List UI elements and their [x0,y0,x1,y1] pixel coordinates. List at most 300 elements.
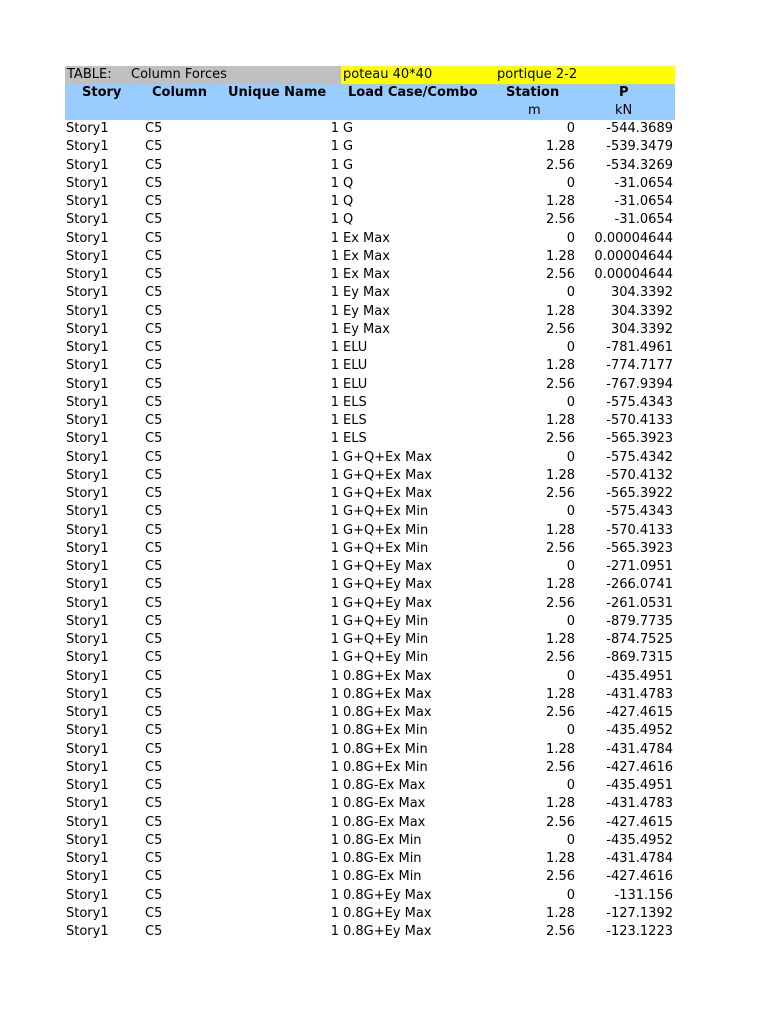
cell-unique-name: 1 [330,175,339,191]
cell-column: C5 [145,814,163,830]
cell-load-case: Ex Max [343,248,390,264]
cell-load-case: ELU [343,358,368,374]
cell-station: 1.28 [546,522,575,538]
cell-story: Story1 [66,796,109,812]
cell-unique-name: 1 [330,869,339,885]
cell-column: C5 [145,668,163,684]
cell-load-case: Q [343,194,354,209]
cell-load-case: 0.8G+Ey Max [343,924,432,939]
cell-station: 2.56 [546,157,575,173]
cell-unique-name: 1 [330,522,339,538]
cell-story: Story1 [66,595,109,611]
cell-station: 2.56 [546,376,575,392]
cell-load-case: Q [343,175,354,191]
table-row [65,467,675,485]
cell-p: -127.1392 [606,905,673,921]
cell-load-case: 0.8G+Ex Min [343,741,428,757]
cell-p: -544.3689 [606,121,673,136]
cell-column: C5 [145,449,163,465]
cell-column: C5 [145,431,163,447]
table-row [65,887,675,905]
table-title-name: Column Forces [131,67,227,82]
cell-story: Story1 [66,321,109,337]
table-row [65,649,675,667]
table-row [65,284,675,302]
cell-column: C5 [145,559,163,574]
cell-story: Story1 [66,504,109,520]
cell-unique-name: 1 [330,376,339,392]
cell-load-case: G+Q+Ey Min [343,632,429,647]
cell-station: 1.28 [546,248,575,264]
cell-column: C5 [145,340,163,355]
cell-station: 0 [566,559,575,574]
cell-column: C5 [145,887,163,903]
cell-load-case: Ey Max [343,285,390,301]
cell-story: Story1 [66,540,109,556]
cell-unique-name: 1 [330,851,339,866]
cell-station: 0 [566,504,575,520]
cell-unique-name: 1 [330,577,339,593]
cell-station: 2.56 [546,705,575,720]
cell-load-case: G+Q+Ey Max [343,559,433,574]
table-row [65,868,675,886]
cell-story: Story1 [66,778,109,793]
cell-unique-name: 1 [330,230,339,246]
cell-station: 1.28 [546,577,575,593]
cell-p: -31.0654 [614,212,673,228]
cell-load-case: Ex Max [343,230,390,246]
cell-story: Story1 [66,723,109,739]
cell-story: Story1 [66,285,109,301]
cell-station: 2.56 [546,595,575,611]
cell-station: 0 [566,230,575,246]
cell-load-case: 0.8G+Ex Max [343,668,432,684]
cell-story: Story1 [66,832,109,848]
table-row [65,558,675,576]
table-row [65,704,675,722]
cell-unique-name: 1 [330,285,339,301]
cell-unique-name: 1 [330,431,339,447]
cell-story: Story1 [66,486,109,501]
cell-p: -534.3269 [606,157,673,173]
table-row [65,832,675,850]
header-unique-name: Unique Name [228,85,327,100]
table-row [65,430,675,448]
cell-load-case: G+Q+Ex Min [343,540,429,556]
cell-column: C5 [145,413,163,428]
cell-unique-name: 1 [330,905,339,921]
cell-unique-name: 1 [330,741,339,757]
cell-p: -774.7177 [606,358,673,374]
cell-column: C5 [145,157,163,173]
cell-load-case: 0.8G+Ex Max [343,705,432,720]
table-row [65,741,675,759]
cell-column: C5 [145,139,163,155]
table-row [65,211,675,229]
table-title-row [65,66,675,84]
table-row [65,522,675,540]
cell-p: -266.0741 [606,577,673,593]
table-row [65,777,675,795]
cell-p: -435.4952 [606,832,673,848]
cell-station: 0 [566,121,575,136]
cell-unique-name: 1 [330,248,339,264]
cell-p: -565.3923 [606,540,673,556]
cell-story: Story1 [66,522,109,538]
cell-p: -427.4616 [606,759,673,775]
cell-p: -767.9394 [606,376,673,392]
cell-p: -271.0951 [606,559,673,574]
table-row [65,175,675,193]
cell-story: Story1 [66,668,109,684]
cell-column: C5 [145,778,163,793]
title-cell-yellow [341,66,675,84]
cell-column: C5 [145,394,163,410]
cell-story: Story1 [66,394,109,410]
cell-station: 2.56 [546,486,575,501]
cell-station: 1.28 [546,905,575,921]
cell-p: -575.4343 [606,504,673,520]
cell-load-case: G+Q+Ex Max [343,449,433,465]
table-title-prefix: TABLE: [67,67,112,82]
cell-station: 1.28 [546,796,575,812]
cell-load-case: G+Q+Ey Max [343,595,433,611]
cell-station: 0 [566,723,575,739]
cell-story: Story1 [66,869,109,885]
table-row [65,138,675,156]
cell-load-case: G+Q+Ey Min [343,613,429,629]
cell-column: C5 [145,577,163,593]
cell-story: Story1 [66,121,109,136]
cell-column: C5 [145,486,163,501]
cell-load-case: 0.8G-Ex Min [343,832,422,848]
cell-column: C5 [145,194,163,209]
table-row [65,595,675,613]
cell-story: Story1 [66,613,109,629]
cell-station: 1.28 [546,686,575,702]
cell-unique-name: 1 [330,778,339,793]
cell-p: 304.3392 [610,285,673,301]
cell-unique-name: 1 [330,121,339,136]
cell-story: Story1 [66,157,109,173]
cell-p: 304.3392 [610,303,673,319]
cell-column: C5 [145,851,163,866]
cell-station: 0 [566,613,575,629]
cell-unique-name: 1 [330,832,339,848]
cell-station: 0 [566,449,575,465]
cell-load-case: Ey Max [343,303,390,319]
cell-p: 304.3392 [610,321,673,337]
cell-p: -431.4783 [606,686,673,702]
cell-p: -261.0531 [606,595,673,611]
cell-column: C5 [145,285,163,301]
cell-p: -565.3923 [606,431,673,447]
cell-station: 2.56 [546,924,575,939]
cell-p: -435.4951 [606,778,673,793]
cell-unique-name: 1 [330,887,339,903]
cell-station: 1.28 [546,303,575,319]
cell-p: -570.4133 [606,413,673,428]
table-body [65,120,675,941]
table-row [65,449,675,467]
cell-p: -123.1223 [606,924,673,939]
cell-unique-name: 1 [330,632,339,647]
cell-load-case: G+Q+Ey Min [343,650,429,666]
cell-column: C5 [145,212,163,228]
cell-column: C5 [145,248,163,264]
cell-unique-name: 1 [330,540,339,556]
header-p-unit: kN [615,103,633,118]
cell-story: Story1 [66,686,109,702]
cell-station: 2.56 [546,321,575,337]
cell-station: 0 [566,175,575,191]
cell-unique-name: 1 [330,723,339,739]
cell-p: -427.4616 [606,869,673,885]
header-row [65,84,675,120]
cell-station: 2.56 [546,267,575,282]
table-row [65,503,675,521]
cell-column: C5 [145,632,163,647]
cell-story: Story1 [66,194,109,209]
cell-unique-name: 1 [330,449,339,465]
table-row [65,357,675,375]
cell-story: Story1 [66,650,109,666]
table-row [65,795,675,813]
cell-load-case: 0.8G-Ex Min [343,869,422,885]
cell-unique-name: 1 [330,650,339,666]
header-column: Column [152,85,207,100]
cell-load-case: G+Q+Ex Min [343,522,429,538]
cell-load-case: 0.8G-Ex Max [343,778,426,793]
cell-unique-name: 1 [330,559,339,574]
cell-column: C5 [145,267,163,282]
table-row [65,686,675,704]
cell-station: 1.28 [546,194,575,209]
cell-column: C5 [145,540,163,556]
cell-station: 0 [566,887,575,903]
cell-p: 0.00004644 [594,248,673,264]
cell-p: -431.4783 [606,796,673,812]
cell-column: C5 [145,796,163,812]
header-load-case: Load Case/Combo [348,85,478,100]
cell-load-case: Ey Max [343,321,390,337]
cell-story: Story1 [66,632,109,647]
cell-p: -431.4784 [606,741,673,757]
cell-load-case: G [343,139,354,155]
table-row [65,668,675,686]
cell-p: -565.3922 [606,486,673,501]
cell-story: Story1 [66,139,109,155]
table-row [65,631,675,649]
cell-load-case: ELS [343,413,367,428]
cell-column: C5 [145,230,163,246]
cell-p: -570.4132 [606,467,673,483]
cell-story: Story1 [66,559,109,574]
cell-unique-name: 1 [330,467,339,483]
cell-p: -575.4343 [606,394,673,410]
cell-load-case: 0.8G+Ex Max [343,686,432,702]
cell-column: C5 [145,595,163,611]
cell-story: Story1 [66,467,109,483]
table-row [65,814,675,832]
cell-story: Story1 [66,303,109,319]
cell-story: Story1 [66,814,109,830]
header-station: Station [506,85,560,100]
cell-load-case: ELS [343,431,367,447]
cell-column: C5 [145,905,163,921]
cell-story: Story1 [66,431,109,447]
cell-column: C5 [145,358,163,374]
cell-station: 0 [566,778,575,793]
table-row [65,120,675,138]
cell-story: Story1 [66,267,109,282]
cell-load-case: 0.8G+Ex Min [343,723,428,739]
cell-load-case: G+Q+Ex Min [343,504,429,520]
cell-story: Story1 [66,741,109,757]
cell-unique-name: 1 [330,321,339,337]
cell-station: 0 [566,832,575,848]
table-row [65,576,675,594]
cell-station: 1.28 [546,413,575,428]
cell-column: C5 [145,759,163,775]
cell-p: -31.0654 [614,194,673,209]
table-row [65,339,675,357]
cell-p: -874.7525 [606,632,673,647]
table-row [65,613,675,631]
cell-station: 1.28 [546,632,575,647]
cell-unique-name: 1 [330,212,339,228]
cell-p: -435.4952 [606,723,673,739]
cell-unique-name: 1 [330,340,339,355]
cell-story: Story1 [66,358,109,374]
cell-station: 1.28 [546,741,575,757]
cell-unique-name: 1 [330,157,339,173]
cell-load-case: 0.8G-Ex Max [343,814,426,830]
header-story: Story [82,85,122,100]
table-row [65,850,675,868]
cell-unique-name: 1 [330,796,339,812]
cell-p: -539.3479 [606,139,673,155]
cell-story: Story1 [66,759,109,775]
cell-load-case: G+Q+Ex Max [343,467,433,483]
cell-station: 1.28 [546,467,575,483]
cell-p: -781.4961 [606,340,673,355]
cell-station: 1.28 [546,358,575,374]
cell-column: C5 [145,686,163,702]
cell-story: Story1 [66,905,109,921]
cell-column: C5 [145,741,163,757]
cell-load-case: ELU [343,376,368,392]
cell-p: -869.7315 [606,650,673,666]
cell-unique-name: 1 [330,394,339,410]
cell-story: Story1 [66,577,109,593]
cell-load-case: G [343,121,354,136]
cell-station: 0 [566,394,575,410]
cell-station: 2.56 [546,650,575,666]
cell-unique-name: 1 [330,924,339,939]
cell-unique-name: 1 [330,668,339,684]
cell-unique-name: 1 [330,139,339,155]
cell-load-case: ELU [343,340,368,355]
cell-station: 0 [566,340,575,355]
cell-unique-name: 1 [330,194,339,209]
cell-column: C5 [145,321,163,337]
title-cell-grey [65,66,341,84]
cell-column: C5 [145,303,163,319]
cell-column: C5 [145,613,163,629]
cell-load-case: Ex Max [343,267,390,282]
cell-column: C5 [145,705,163,720]
cell-unique-name: 1 [330,759,339,775]
cell-p: 0.00004644 [594,230,673,246]
cell-story: Story1 [66,248,109,264]
cell-load-case: 0.8G-Ex Min [343,851,422,866]
cell-column: C5 [145,723,163,739]
table-row [65,321,675,339]
cell-unique-name: 1 [330,814,339,830]
table-row [65,722,675,740]
column-forces-table [65,66,675,941]
cell-load-case: G+Q+Ey Max [343,577,433,593]
cell-unique-name: 1 [330,267,339,282]
cell-unique-name: 1 [330,613,339,629]
table-row [65,412,675,430]
cell-p: 0.00004644 [594,267,673,282]
cell-unique-name: 1 [330,705,339,720]
cell-story: Story1 [66,924,109,939]
cell-unique-name: 1 [330,504,339,520]
cell-column: C5 [145,522,163,538]
cell-p: -570.4133 [606,522,673,538]
cell-station: 2.56 [546,814,575,830]
cell-load-case: 0.8G+Ex Min [343,759,428,775]
cell-unique-name: 1 [330,686,339,702]
cell-column: C5 [145,376,163,392]
header-p: P [619,85,629,100]
cell-story: Story1 [66,175,109,191]
cell-load-case: 0.8G+Ey Max [343,887,432,903]
cell-column: C5 [145,504,163,520]
cell-story: Story1 [66,212,109,228]
table-row [65,540,675,558]
cell-p: -427.4615 [606,705,673,720]
cell-p: -575.4342 [606,449,673,465]
cell-load-case: 0.8G-Ex Max [343,796,426,812]
cell-station: 2.56 [546,869,575,885]
table-row [65,923,675,941]
table-row [65,303,675,321]
cell-p: -427.4615 [606,814,673,830]
cell-station: 2.56 [546,431,575,447]
table-row [65,905,675,923]
cell-load-case: 0.8G+Ey Max [343,905,432,921]
cell-story: Story1 [66,851,109,866]
table-row [65,759,675,777]
cell-story: Story1 [66,230,109,246]
cell-unique-name: 1 [330,413,339,428]
cell-unique-name: 1 [330,595,339,611]
table-row [65,485,675,503]
cell-column: C5 [145,924,163,939]
cell-unique-name: 1 [330,486,339,501]
cell-column: C5 [145,121,163,136]
frame-label: portique 2-2 [497,67,578,82]
cell-load-case: Q [343,212,354,228]
cell-p: -131.156 [614,887,673,903]
cell-station: 1.28 [546,139,575,155]
cell-story: Story1 [66,449,109,465]
cell-story: Story1 [66,376,109,392]
